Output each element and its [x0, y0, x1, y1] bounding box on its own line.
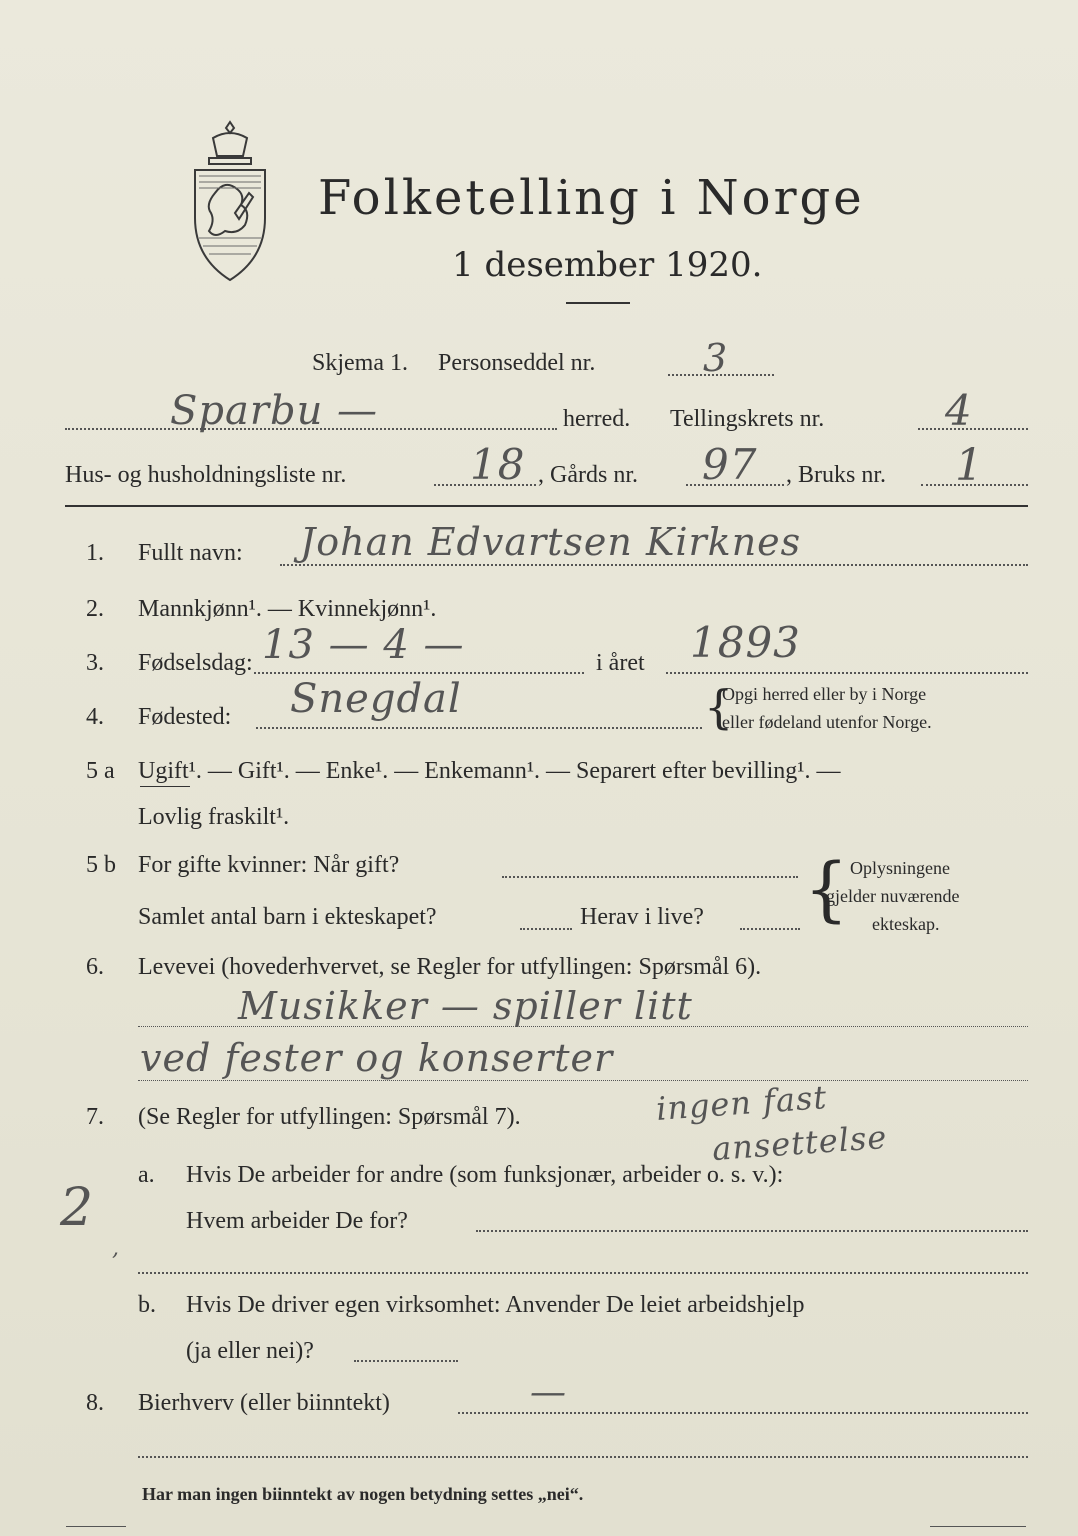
header-divider — [65, 505, 1028, 507]
children-total-label: Samlet antal barn i ekteskapet? — [138, 904, 437, 930]
marriage-note-line3: ekteskap. — [872, 914, 940, 934]
marital-status-divorced[interactable]: Lovlig fraskilt¹. — [138, 804, 290, 830]
bruks-value[interactable]: 1 — [955, 440, 984, 491]
q6-number: 6. — [86, 954, 104, 980]
employer-line-2 — [138, 1272, 1028, 1274]
children-total-line — [520, 928, 572, 930]
side-income-value[interactable]: — — [530, 1372, 567, 1413]
married-when-label: For gifte kvinner: Når gift? — [138, 852, 400, 878]
q7b-line1: Hvis De driver egen virksomhet: Anvender De leiet arbeidshjelp — [186, 1292, 805, 1318]
footer-line-left — [66, 1526, 126, 1527]
marriage-note-brace: { — [804, 848, 849, 930]
margin-comma: , — [112, 1236, 120, 1261]
personseddel-value[interactable]: 3 — [703, 336, 729, 380]
tellingskrets-line — [918, 428, 1028, 430]
ugift-underline — [140, 786, 190, 787]
q7-label: (Se Regler for utfyllingen: Spørsmål 7). — [138, 1104, 521, 1130]
q7-value-line2[interactable]: ansettelse — [710, 1117, 889, 1169]
q7-value-line1[interactable]: ingen fast — [654, 1078, 829, 1128]
hired-help-line — [354, 1360, 458, 1362]
q7b-letter: b. — [138, 1292, 156, 1318]
q1-number: 1. — [86, 540, 104, 566]
occupation-value-line1[interactable]: Musikker — spiller litt — [238, 984, 693, 1028]
title-divider — [566, 302, 630, 304]
marital-status-options[interactable]: Ugift¹. — Gift¹. — Enke¹. — Enkemann¹. — Separert efter bevilling¹. — — [138, 758, 841, 784]
footer-stamp — [930, 1526, 1026, 1527]
husholdning-label: Hus- og husholdningsliste nr. — [65, 462, 347, 488]
schema-label: Skjema 1. — [312, 350, 408, 376]
birthday-value[interactable]: 13 — 4 — — [262, 622, 465, 668]
birth-year-value[interactable]: 1893 — [690, 618, 801, 667]
children-alive-line — [740, 928, 800, 930]
occupation-line-2 — [138, 1080, 1028, 1081]
marriage-note-line1: Oplysningene — [850, 858, 950, 878]
herred-label: herred. — [563, 406, 631, 432]
gards-value[interactable]: 97 — [702, 440, 758, 489]
birthplace-label: Fødested: — [138, 704, 232, 730]
full-name-line — [280, 564, 1028, 566]
q5b-number: 5 b — [86, 852, 116, 878]
coat-of-arms-icon — [185, 118, 275, 283]
employer-label: Hvem arbeider De for? — [186, 1208, 408, 1234]
form-title: Folketelling i Norge — [318, 170, 865, 226]
birthday-line — [254, 672, 584, 674]
herred-value[interactable]: Sparbu — — [170, 388, 379, 434]
birthday-label: Fødselsdag: — [138, 650, 253, 676]
birthplace-line — [256, 727, 702, 729]
birthplace-value[interactable]: Snegdal — [290, 676, 462, 722]
married-when-line — [502, 876, 798, 878]
birthplace-note-line1: Opgi herred eller by i Norge — [722, 684, 927, 704]
gards-label: , Gårds nr. — [538, 462, 638, 488]
tellingskrets-value[interactable]: 4 — [945, 386, 973, 435]
q2-number: 2. — [86, 596, 104, 622]
gender-options[interactable]: Mannkjønn¹. — Kvinnekjønn¹. — [138, 596, 437, 622]
q3-number: 3. — [86, 650, 104, 676]
q8-number: 8. — [86, 1390, 104, 1416]
q4-number: 4. — [86, 704, 104, 730]
children-alive-label: Herav i live? — [580, 904, 704, 930]
margin-note: 2 — [60, 1178, 95, 1238]
q7a-letter: a. — [138, 1162, 155, 1188]
marriage-note-line2: gjelder nuværende — [826, 886, 960, 906]
occupation-value-line2[interactable]: ved fester og konserter — [140, 1036, 614, 1080]
employer-line — [476, 1230, 1028, 1232]
q5a-number: 5 a — [86, 758, 115, 784]
full-name-label: Fullt navn: — [138, 540, 243, 566]
birth-year-line — [666, 672, 1028, 674]
birthplace-note-line2: eller fødeland utenfor Norge. — [722, 712, 932, 732]
full-name-value[interactable]: Johan Edvartsen Kirknes — [300, 520, 802, 564]
personseddel-label: Personseddel nr. — [438, 350, 596, 376]
side-income-line-2 — [138, 1456, 1028, 1458]
bruks-label: , Bruks nr. — [786, 462, 887, 488]
q7a-line1: Hvis De arbeider for andre (som funksjonær, arbeider o. s. v.): — [186, 1162, 784, 1188]
husholdning-value[interactable]: 18 — [470, 440, 526, 489]
birthplace-note-brace: { — [704, 680, 734, 734]
census-date: 1 desember 1920. — [452, 245, 763, 285]
occupation-label: Levevei (hovederhvervet, se Regler for utfyllingen: Spørsmål 6). — [138, 954, 762, 980]
q7-number: 7. — [86, 1104, 104, 1130]
side-income-label: Bierhverv (eller biinntekt) — [138, 1390, 390, 1416]
hired-help-label: (ja eller nei)? — [186, 1338, 314, 1364]
tellingskrets-label: Tellingskrets nr. — [670, 406, 825, 432]
birth-year-label: i året — [596, 650, 645, 676]
footer-note: Har man ingen biinntekt av nogen betydning settes „nei“. — [142, 1484, 584, 1504]
